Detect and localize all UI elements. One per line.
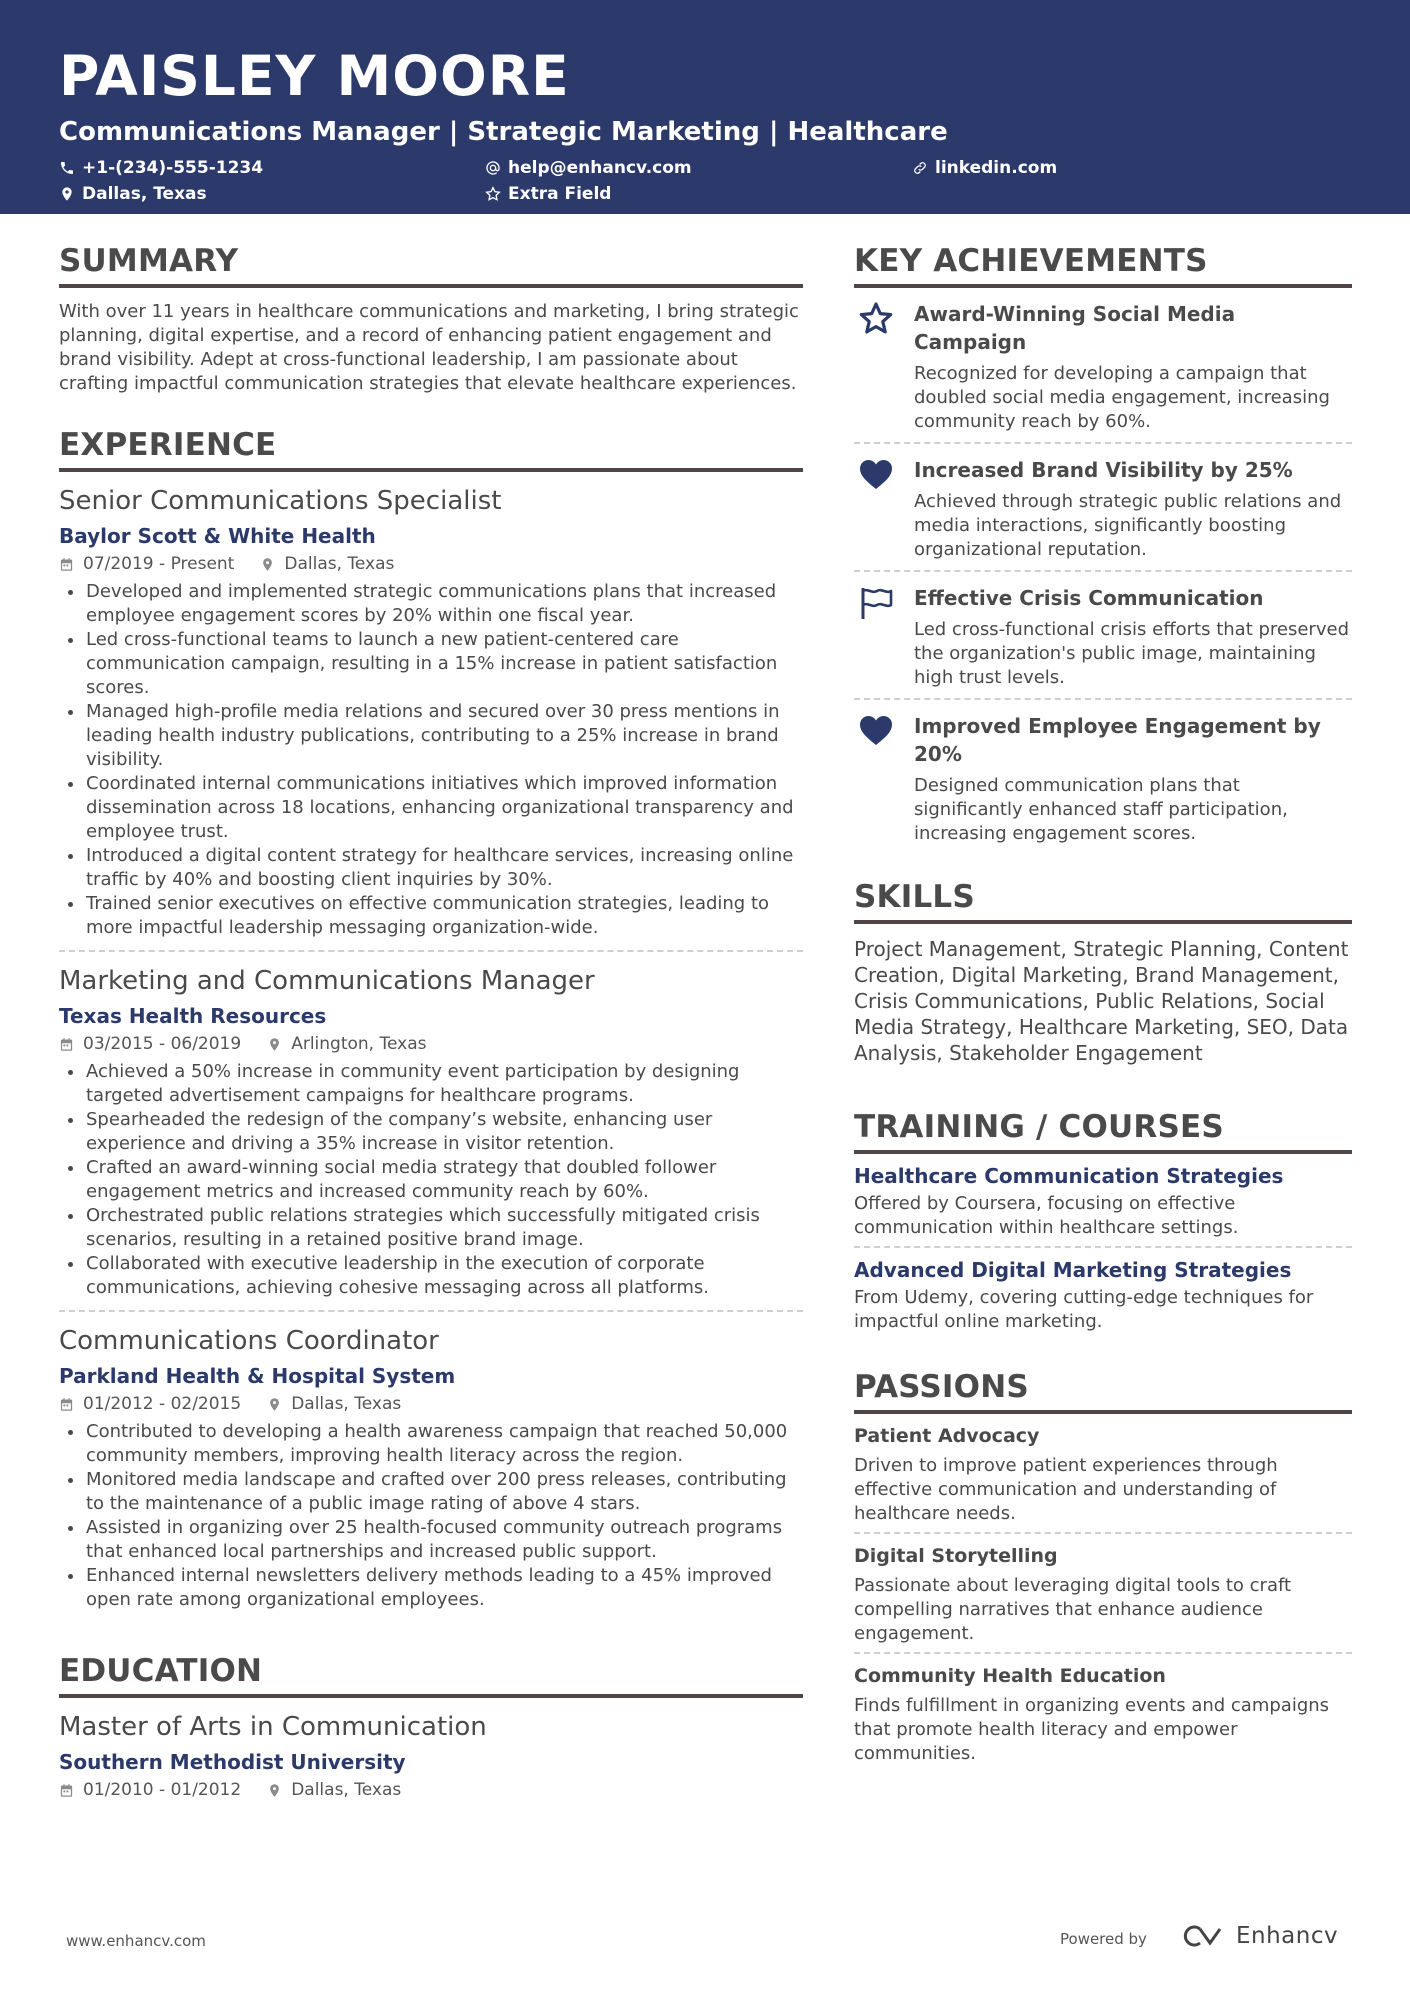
achievement-title: Increased Brand Visibility by 25% <box>914 458 1293 482</box>
passion-title: Community Health Education <box>854 1665 1166 1687</box>
calendar-icon <box>59 1037 74 1052</box>
contact-info <box>59 156 1410 216</box>
job-title: Communications Coordinator <box>59 1326 439 1356</box>
passion-item <box>854 1662 1352 1772</box>
phone-icon <box>59 160 75 176</box>
achievement-item <box>854 444 1352 572</box>
calendar-icon <box>59 1397 74 1412</box>
achievement-desc: Recognized for developing a campaign that doubled social media engagement, increasing community reach by 60%. <box>914 363 1330 432</box>
job-location <box>267 1032 426 1056</box>
job-bullet: Achieved a 50% increase in community event participation by designing targeted advertisement campaigns for healthcare programs. <box>59 1060 803 1108</box>
footer-url[interactable]: www.enhancv.com <box>66 1932 206 1950</box>
job-location <box>260 552 394 576</box>
skills-text: Project Management, Strategic Planning, Content Creation, Digital Marketing, Brand Management, Crisis Communications, Public Relations, Social Media Strategy, Healthcare Marketing, SEO, Data Analysis, Stakeholder Engagement <box>854 937 1349 1065</box>
education-section <box>59 1650 803 1802</box>
course-title: Healthcare Communication Strategies <box>854 1164 1284 1188</box>
star-icon <box>858 301 894 337</box>
passion-desc: Driven to improve patient experiences through effective communication and understanding of healthcare needs. <box>854 1455 1278 1524</box>
company-name: Baylor Scott & White Health <box>59 524 376 548</box>
achievement-list <box>854 288 1352 854</box>
location-text: Dallas, Texas <box>82 184 207 204</box>
job-entry <box>59 484 803 952</box>
achievement-icon <box>854 584 914 690</box>
location-contact <box>59 182 207 206</box>
passion-title: Digital Storytelling <box>854 1545 1058 1567</box>
experience-heading: EXPERIENCE <box>59 424 803 472</box>
summary-text: With over 11 years in healthcare communications and marketing, I bring strategic planning, digital expertise, and a record of enhancing patient engagement and brand visibility. Adept at cross-functional leadership, I am passionate about crafting impactful communication strategies that elevate healthcare experiences. <box>59 301 799 394</box>
enhancv-logo <box>1180 1922 1338 1950</box>
job-dates-text: 01/2012 - 02/2015 <box>83 1394 242 1414</box>
course-item <box>854 1256 1352 1340</box>
achievement-title: Effective Crisis Communication <box>914 586 1264 610</box>
right-column <box>854 240 1352 1800</box>
job-meta <box>59 1032 803 1056</box>
education-meta <box>59 1778 803 1802</box>
achievement-icon <box>854 712 914 846</box>
heart-icon <box>858 713 894 749</box>
flag-icon <box>858 585 894 621</box>
job-bullet: Enhanced internal newsletters delivery methods leading to a 45% improved open rate among organizational employees. <box>59 1564 803 1612</box>
achievement-desc: Achieved through strategic public relations and media interactions, significantly boosting organizational reputation. <box>914 491 1342 560</box>
linkedin-contact[interactable] <box>912 156 1057 180</box>
achievement-item <box>854 288 1352 444</box>
job-bullet: Crafted an award-winning social media strategy that doubled follower engagement metrics and increased community reach by 60%. <box>59 1156 803 1204</box>
job-bullet: Trained senior executives on effective communication strategies, leading to more impactful leadership messaging organization-wide. <box>59 892 803 940</box>
extra-field-text: Extra Field <box>508 184 612 204</box>
passion-desc: Passionate about leveraging digital tools to craft compelling narratives that enhance audience engagement. <box>854 1575 1292 1644</box>
achievement-desc: Led cross-functional crisis efforts that preserved the organization's public image, maintaining high trust levels. <box>914 619 1349 688</box>
powered-by-label: Powered by <box>1060 1930 1147 1948</box>
training-heading: TRAINING / COURSES <box>854 1106 1352 1154</box>
education-dates-text: 01/2010 - 01/2012 <box>83 1780 242 1800</box>
education-heading: EDUCATION <box>59 1650 803 1698</box>
company-name: Texas Health Resources <box>59 1004 327 1028</box>
location-pin-icon <box>267 1037 282 1052</box>
passion-list <box>854 1422 1352 1772</box>
job-dates-text: 03/2015 - 06/2019 <box>83 1034 242 1054</box>
education-dates <box>59 1778 241 1802</box>
job-dates <box>59 1032 241 1056</box>
job-bullet: Spearheaded the redesign of the company’s website, enhancing user experience and driving a 35% increase in visitor retention. <box>59 1108 803 1156</box>
achievement-title: Improved Employee Engagement by 20% <box>914 714 1321 766</box>
education-location-text: Dallas, Texas <box>291 1780 402 1800</box>
passion-title: Patient Advocacy <box>854 1425 1040 1447</box>
job-bullet: Coordinated internal communications initiatives which improved information dissemination across 18 locations, enhancing organizational transparency and employee trust. <box>59 772 803 844</box>
training-section <box>854 1106 1352 1340</box>
passion-desc: Finds fulfillment in organizing events and campaigns that promote health literacy and empower communities. <box>854 1695 1330 1764</box>
at-icon <box>485 160 501 176</box>
calendar-icon <box>59 557 74 572</box>
candidate-name: PAISLEY MOORE <box>59 44 570 108</box>
achievement-icon <box>854 300 914 434</box>
achievements-heading: KEY ACHIEVEMENTS <box>854 240 1352 288</box>
location-pin-icon <box>267 1783 282 1798</box>
job-location-text: Dallas, Texas <box>284 554 395 574</box>
job-bullet: Led cross-functional teams to launch a new patient-centered care communication campaign, resulting in a 15% increase in patient satisfaction scores. <box>59 628 803 700</box>
achievement-body <box>914 456 1352 562</box>
linkedin-text: linkedin.com <box>935 158 1058 178</box>
passions-section <box>854 1366 1352 1772</box>
location-pin-icon <box>267 1397 282 1412</box>
job-location <box>267 1392 401 1416</box>
summary-section <box>59 240 803 396</box>
passions-heading: PASSIONS <box>854 1366 1352 1414</box>
job-bullet: Monitored media landscape and crafted over 200 press releases, contributing to the maintenance of a public image rating of above 4 stars. <box>59 1468 803 1516</box>
job-bullet: Assisted in organizing over 25 health-focused community outreach programs that enhanced local partnerships and increased public support. <box>59 1516 803 1564</box>
job-bullet: Managed high-profile media relations and secured over 30 press mentions in leading health industry publications, contributing to a 25% increase in brand visibility. <box>59 700 803 772</box>
education-location <box>267 1778 401 1802</box>
job-location-text: Dallas, Texas <box>291 1394 402 1414</box>
job-title: Marketing and Communications Manager <box>59 966 595 996</box>
candidate-title: Communications Manager | Strategic Marketing | Healthcare <box>59 117 948 147</box>
achievement-item <box>854 572 1352 700</box>
job-location-text: Arlington, Texas <box>291 1034 427 1054</box>
job-bullets <box>59 1420 803 1612</box>
course-desc: Offered by Coursera, focusing on effective communication within healthcare settings. <box>854 1193 1239 1238</box>
star-outline-icon <box>485 186 501 202</box>
degree-title: Master of Arts in Communication <box>59 1712 487 1742</box>
job-dates-text: 07/2019 - Present <box>83 554 235 574</box>
course-item <box>854 1162 1352 1248</box>
summary-heading: SUMMARY <box>59 240 803 288</box>
achievement-title: Award-Winning Social Media Campaign <box>914 302 1236 354</box>
job-bullets <box>59 580 803 940</box>
skills-section <box>854 876 1352 1066</box>
email-text: help@enhancv.com <box>508 158 692 178</box>
job-title: Senior Communications Specialist <box>59 486 502 516</box>
achievement-desc: Designed communication plans that significantly enhanced staff participation, increasing engagement scores. <box>914 775 1288 844</box>
job-list <box>59 484 803 1622</box>
achievement-item <box>854 700 1352 854</box>
location-pin-icon <box>260 557 275 572</box>
job-bullet: Orchestrated public relations strategies which successfully mitigated crisis scenarios, resulting in a retained positive brand image. <box>59 1204 803 1252</box>
job-bullet: Collaborated with executive leadership in the execution of corporate communications, achieving cohesive messaging across all platforms. <box>59 1252 803 1300</box>
location-pin-icon <box>59 186 75 202</box>
job-bullets <box>59 1060 803 1300</box>
left-column <box>59 240 803 1830</box>
extra-field-contact <box>485 182 611 206</box>
job-dates <box>59 552 234 576</box>
achievement-body <box>914 584 1352 690</box>
resume-header <box>0 0 1410 214</box>
course-title: Advanced Digital Marketing Strategies <box>854 1258 1292 1282</box>
course-desc: From Udemy, covering cutting-edge techniques for impactful online marketing. <box>854 1287 1314 1332</box>
experience-section <box>59 424 803 1622</box>
phone-contact[interactable] <box>59 156 263 180</box>
heart-icon <box>858 457 894 493</box>
job-entry <box>59 1324 803 1622</box>
passion-item <box>854 1542 1352 1654</box>
job-bullet: Introduced a digital content strategy for healthcare services, increasing online traffic by 40% and boosting client inquiries by 30%. <box>59 844 803 892</box>
job-meta <box>59 552 803 576</box>
enhancv-logo-icon <box>1180 1922 1226 1950</box>
phone-text: +1-(234)-555-1234 <box>82 158 264 178</box>
passion-item <box>854 1422 1352 1534</box>
skills-heading: SKILLS <box>854 876 1352 924</box>
school-name: Southern Methodist University <box>59 1750 406 1774</box>
course-list <box>854 1162 1352 1340</box>
job-entry <box>59 964 803 1312</box>
job-dates <box>59 1392 241 1416</box>
company-name: Parkland Health & Hospital System <box>59 1364 456 1388</box>
link-icon <box>912 160 928 176</box>
job-bullet: Developed and implemented strategic communications plans that increased employee engagement scores by 20% within one fiscal year. <box>59 580 803 628</box>
brand-text: Enhancv <box>1236 1923 1339 1949</box>
achievements-section <box>854 240 1352 854</box>
email-contact[interactable] <box>485 156 692 180</box>
job-bullet: Contributed to developing a health awareness campaign that reached 50,000 community members, improving health literacy across the region. <box>59 1420 803 1468</box>
job-meta <box>59 1392 803 1416</box>
achievement-body <box>914 712 1352 846</box>
achievement-body <box>914 300 1352 434</box>
achievement-icon <box>854 456 914 562</box>
calendar-icon <box>59 1783 74 1798</box>
